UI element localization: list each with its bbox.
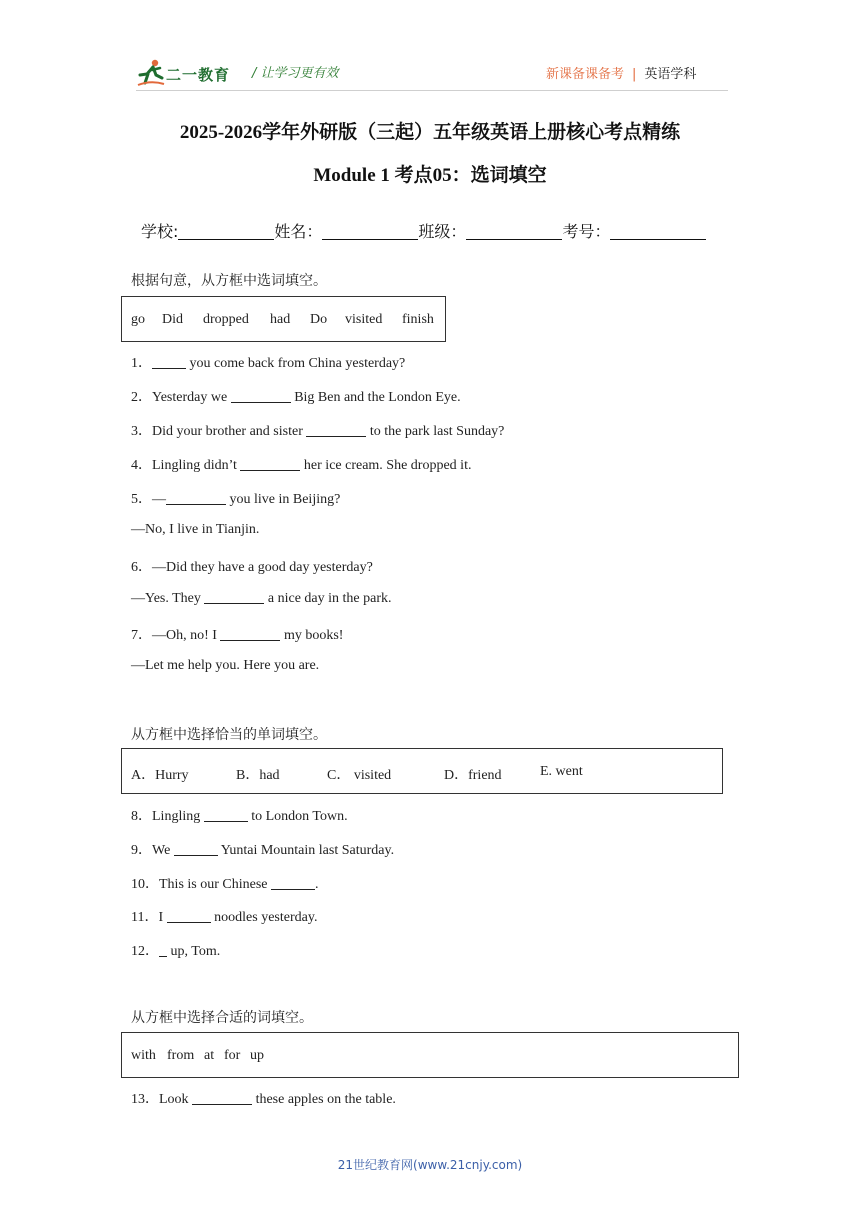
question-3 [131, 420, 504, 440]
slogan: / 让学习更有效 [252, 66, 339, 81]
name-blank[interactable] [322, 223, 418, 240]
question-text: Lingling [152, 809, 204, 824]
header-divider [136, 90, 728, 91]
question-7 [131, 624, 343, 644]
question-text: noodles yesterday. [210, 910, 318, 925]
answer-blank[interactable] [271, 876, 315, 890]
header-primary: 新课备课备考 [546, 67, 625, 82]
question-text: I [158, 910, 167, 925]
answer-blank[interactable] [306, 423, 366, 437]
answer-blank[interactable] [174, 842, 218, 856]
option-item: C． visited [327, 768, 392, 783]
question-number: 2． [131, 390, 152, 405]
answer-blank[interactable] [192, 1091, 252, 1105]
question-6-reply [131, 590, 392, 607]
name-label: 姓名： [274, 222, 323, 241]
question-text: to the park last Sunday? [366, 424, 505, 439]
question-text: you come back from China yesterday? [186, 356, 406, 371]
question-4 [131, 454, 471, 474]
answer-blank[interactable] [166, 491, 226, 505]
word-box-item: visited [345, 312, 383, 327]
question-13 [131, 1088, 396, 1108]
answer-blank[interactable] [240, 457, 300, 471]
question-7-reply: —Let me help you. Here you are. [131, 658, 320, 673]
question-text: —Oh, no! I [152, 628, 221, 643]
section3-word-box [121, 1032, 739, 1078]
question-text: —Yes. They [131, 591, 205, 606]
answer-blank[interactable] [204, 590, 264, 604]
option-item: E. went [540, 764, 583, 779]
question-text: to London Town. [247, 809, 348, 824]
question-text: Look [159, 1092, 193, 1107]
section1-instruction: 根据句意，从方框中选词填空。 [131, 273, 327, 289]
question-11 [131, 906, 317, 926]
word-box-item: Do [310, 312, 328, 327]
question-text: you live in Beijing? [226, 492, 341, 507]
question-number: 1． [131, 356, 152, 371]
answer-blank[interactable] [220, 627, 280, 641]
question-text: these apples on the table. [252, 1092, 396, 1107]
question-text: my books! [280, 628, 344, 643]
word-box-item: dropped [203, 312, 249, 327]
question-6 [131, 556, 373, 576]
runner-logo-icon [136, 58, 166, 88]
question-5 [131, 488, 340, 508]
logo [136, 58, 240, 88]
question-number: 13． [131, 1092, 159, 1107]
question-text: Yesterday we [152, 390, 231, 405]
class-label: 班级： [418, 222, 467, 241]
word-box-item: from [167, 1048, 195, 1063]
page-subtitle: Module 1 考点05：选词填空 [313, 165, 547, 186]
question-number: 5． [131, 492, 152, 507]
answer-blank[interactable] [159, 943, 167, 957]
question-2 [131, 386, 461, 406]
question-5-reply: —No, I live in Tianjin. [131, 522, 260, 537]
footer-source: 21世纪教育网(www.21cnjy.com) [337, 1158, 523, 1172]
class-blank[interactable] [466, 223, 562, 240]
question-text: We [152, 843, 174, 858]
question-text: This is our Chinese [159, 877, 271, 892]
question-12 [131, 940, 220, 960]
question-number: 4． [131, 458, 152, 473]
exam-no-blank[interactable] [610, 223, 706, 240]
section2-instruction: 从方框中选择恰当的单词填空。 [131, 727, 327, 743]
question-text: Did your brother and sister [152, 424, 307, 439]
word-box-item: for [224, 1048, 241, 1063]
question-text: Big Ben and the London Eye. [290, 390, 461, 405]
word-box-item: had [270, 312, 291, 327]
question-text: her ice cream. She dropped it. [300, 458, 472, 473]
answer-blank[interactable] [167, 909, 211, 923]
question-number: 9． [131, 843, 152, 858]
section3-instruction: 从方框中选择合适的词填空。 [131, 1010, 313, 1026]
question-number: 11． [131, 910, 159, 925]
answer-blank[interactable] [231, 389, 291, 403]
question-1 [131, 352, 405, 372]
word-box-item: with [131, 1048, 156, 1063]
question-text: a nice day in the park. [264, 591, 392, 606]
question-text: up, Tom. [167, 944, 221, 959]
question-number: 8． [131, 809, 152, 824]
question-number: 10． [131, 877, 159, 892]
word-box-item: up [250, 1048, 264, 1063]
question-text: Yuntai Mountain last Saturday. [217, 843, 395, 858]
answer-blank[interactable] [204, 808, 248, 822]
section1-word-box [121, 296, 446, 342]
school-label: 学校: [141, 222, 179, 241]
question-number: 3． [131, 424, 152, 439]
section2-option-box [121, 748, 723, 794]
header-secondary: 英语学科 [644, 67, 697, 82]
answer-blank[interactable] [152, 355, 186, 369]
school-blank[interactable] [178, 223, 274, 240]
question-9 [131, 839, 394, 859]
word-box-item: go [131, 312, 145, 327]
question-8 [131, 805, 348, 825]
question-number: 12． [131, 944, 159, 959]
header-subject [546, 63, 696, 82]
question-number: 7． [131, 628, 152, 643]
student-info-fields [141, 219, 706, 242]
question-text: Lingling didn’t [152, 458, 241, 473]
option-item: D．friend [444, 768, 502, 783]
word-box-item: at [204, 1048, 215, 1063]
question-10 [131, 873, 319, 893]
page-title: 2025-2026学年外研版（三起）五年级英语上册核心考点精练 [179, 122, 681, 143]
question-text: — [152, 492, 166, 507]
question-text: —Did they have a good day yesterday? [152, 560, 373, 575]
word-box-item: finish [402, 312, 434, 327]
word-box-item: Did [162, 312, 183, 327]
exam-no-label: 考号： [562, 222, 611, 241]
option-item: B．had [236, 768, 280, 783]
question-number: 6． [131, 560, 152, 575]
option-item: A．Hurry [131, 768, 189, 783]
question-text: . [315, 877, 319, 892]
logo-text: 二一教育 [166, 66, 231, 84]
header-separator: | [632, 67, 637, 82]
